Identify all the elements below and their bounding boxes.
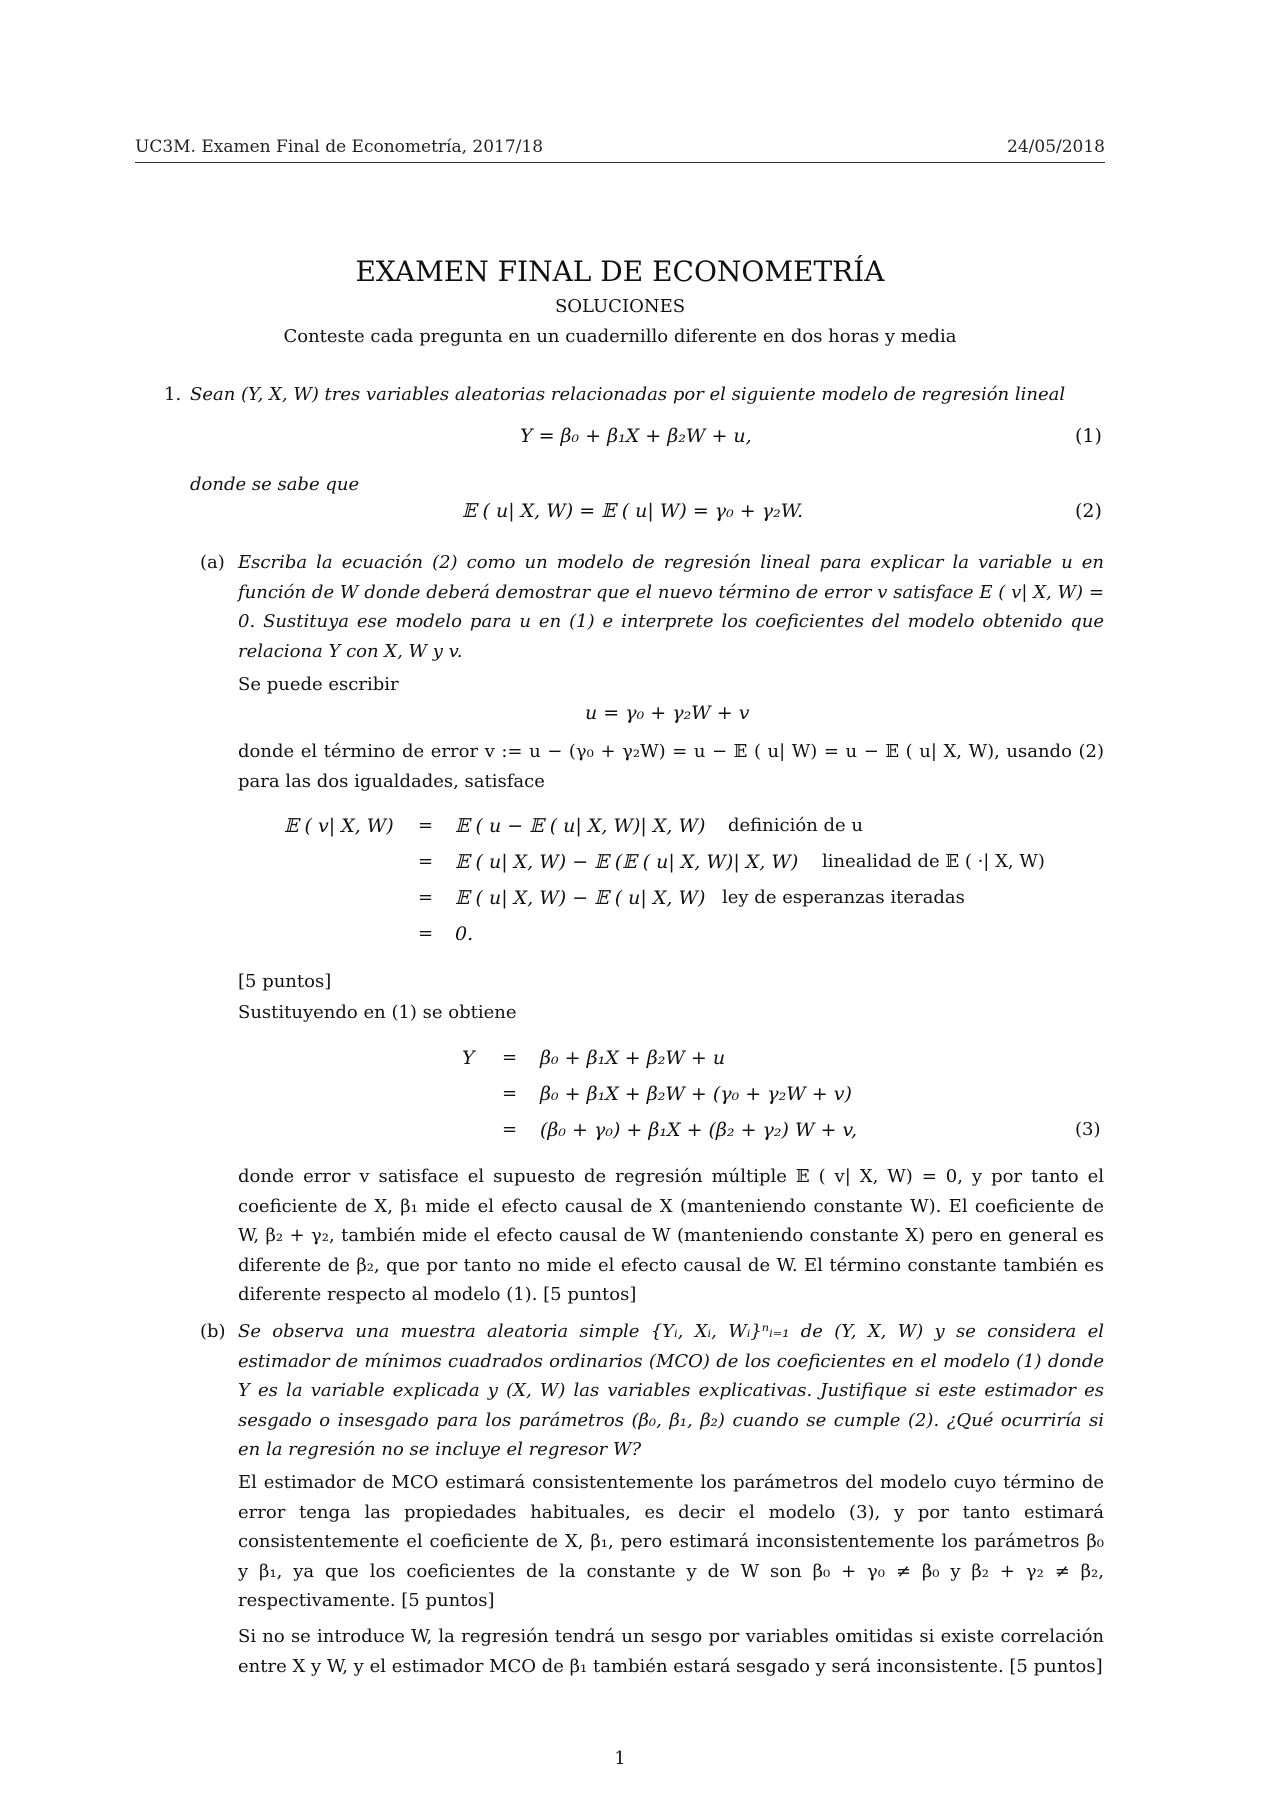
error-definition: donde el término de error v := u − (γ₀ + γ₂W) = u − 𝔼 ( u| W) = u − 𝔼 ( u| X, W), usando (2) para las dos igualdades, satisface — [238, 741, 1104, 792]
align2-eq-sign: = — [502, 1119, 518, 1140]
part-b-label: (b) — [200, 1321, 226, 1342]
align1-note: definición de u — [728, 815, 864, 836]
question-number: 1. — [164, 384, 182, 405]
page-title: EXAMEN FINAL DE ECONOMETRÍA — [355, 255, 885, 288]
align2-rhs: β₀ + β₁X + β₂W + (γ₀ + γ₂W + v) — [540, 1083, 852, 1105]
align1-eq-sign: = — [418, 887, 434, 908]
align2-eq-sign: = — [502, 1047, 518, 1068]
page-number: 1 — [614, 1748, 626, 1769]
equation-1: Y = β₀ + β₁X + β₂W + u, — [520, 425, 752, 447]
align1-eq-sign: = — [418, 815, 434, 836]
part-b-answer-2: Si no se introduce W, la regresión tendrá un sesgo por variables omitidas si existe correlación entre X y W, y el estimador MCO de β₁ también estará sesgado y será inconsistente. [5 puntos] — [238, 1626, 1104, 1677]
align1-rhs: 𝔼 ( u − 𝔼 ( u| X, W)| X, W) — [455, 815, 706, 837]
equation-u: u = γ₀ + γ₂W + v — [585, 702, 750, 724]
align1-eq-sign: = — [418, 923, 434, 944]
align2-lhs: Y — [462, 1047, 475, 1069]
points-a1: [5 puntos] — [238, 971, 332, 992]
align1-note: ley de esperanzas iteradas — [722, 887, 965, 908]
interpretation-text: donde error v satisface el supuesto de regresión múltiple 𝔼 ( v| X, W) = 0, y por tanto el coeficiente de X, β₁ mide el efecto causal de X (manteniendo constante W). El coeficiente de W, β₂ + γ₂, también mide el efecto causal de W (manteniendo constante X) pero en general es diferente de β₂, que por tanto no mide el efecto causal de W. El término constante también es diferente respecto al modelo (1). [5 puntos] — [238, 1166, 1104, 1305]
equation-2-tag: (2) — [1075, 500, 1102, 522]
align2-eq-sign: = — [502, 1083, 518, 1104]
align1-rhs: 0. — [455, 923, 474, 945]
align2-rhs: β₀ + β₁X + β₂W + u — [540, 1047, 726, 1069]
se-puede-escribir: Se puede escribir — [238, 674, 399, 695]
instructions: Conteste cada pregunta en un cuadernillo diferente en dos horas y media — [283, 326, 957, 347]
equation-3-tag: (3) — [1075, 1119, 1101, 1140]
equation-1-tag: (1) — [1075, 425, 1102, 447]
sustituyendo-text: Sustituyendo en (1) se obtiene — [238, 1002, 517, 1023]
part-b-question: Se observa una muestra aleatoria simple {Yᵢ, Xᵢ, Wᵢ}ⁿᵢ₌₁ de (Y, X, W) y se considera el estimador de mínimos cuadrados ordinarios (MCO) de los coeficientes en el modelo (1) donde Y es la variable explicada y (X, W) las variables explicativas. Justifique si este estimador es sesgado o insesgado para los parámetros (β₀, β₁, β₂) cuando se cumple (2). ¿Qué ocurriría si en la regresión no se incluye el regresor W? — [238, 1321, 1104, 1460]
align1-rhs: 𝔼 ( u| X, W) − 𝔼 ( u| X, W) — [455, 887, 706, 909]
header-right: 24/05/2018 — [1007, 137, 1105, 157]
align1-eq-sign: = — [418, 851, 434, 872]
part-a-label: (a) — [200, 552, 225, 573]
header-rule — [135, 162, 1105, 163]
align1-rhs: 𝔼 ( u| X, W) − 𝔼 (𝔼 ( u| X, W)| X, W) — [455, 851, 799, 873]
part-b-answer-1: El estimador de MCO estimará consistentemente los parámetros del modelo cuyo término de error tenga las propiedades habituales, es decir el modelo (3), y por tanto estimará consistentemente el coeficiente de X, β₁, pero estimará inconsistentemente los parámetros β₀ y β₁, ya que los coeficientes de la constante y de W son β₀ + γ₀ ≠ β₀ y β₂ + γ₂ ≠ β₂, respectivamente. [5 puntos] — [238, 1472, 1104, 1611]
header-left: UC3M. Examen Final de Econometría, 2017/18 — [135, 137, 544, 157]
align2-rhs: (β₀ + γ₀) + β₁X + (β₂ + γ₂) W + v, — [540, 1119, 858, 1141]
where-text: donde se sabe que — [190, 474, 360, 495]
question-intro: Sean (Y, X, W) tres variables aleatorias relacionadas por el siguiente modelo de regresión lineal — [190, 384, 1066, 405]
equation-2: 𝔼 ( u| X, W) = 𝔼 ( u| W) = γ₀ + γ₂W. — [462, 500, 803, 522]
part-a-question: Escriba la ecuación (2) como un modelo de regresión lineal para explicar la variable u en función de W donde deberá demostrar que el nuevo término de error v satisface E ( v| X, W) = 0. Sustituya ese modelo para u en (1) e interprete los coeficientes del modelo obtenido que relaciona Y con X, W y v. — [238, 552, 1104, 662]
align1-note: linealidad de 𝔼 ( ·| X, W) — [822, 851, 1045, 872]
page-subtitle: SOLUCIONES — [554, 296, 686, 317]
align1-lhs: 𝔼 ( v| X, W) — [284, 815, 394, 837]
